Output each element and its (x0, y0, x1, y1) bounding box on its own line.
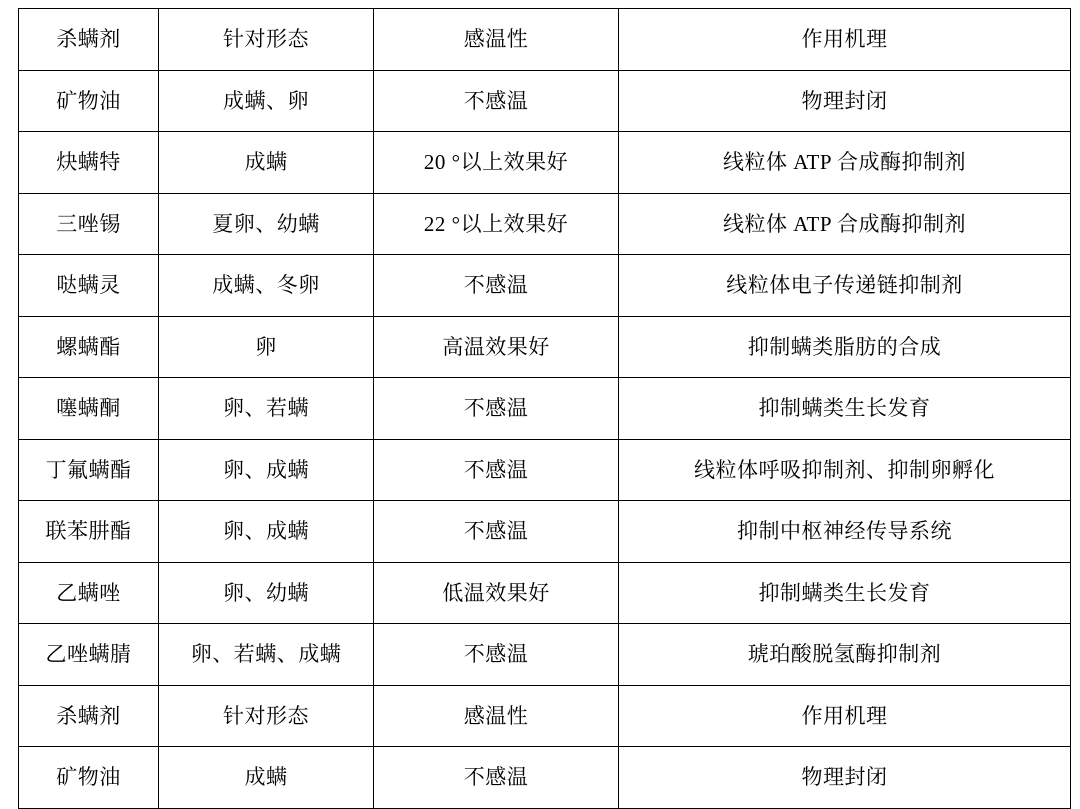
cell-mechanism: 线粒体呼吸抑制剂、抑制卵孵化 (619, 439, 1071, 501)
cell-mechanism: 抑制中枢神经传导系统 (619, 501, 1071, 563)
cell-mechanism: 线粒体 ATP 合成酶抑制剂 (619, 132, 1071, 194)
cell-target-stage: 卵 (159, 316, 374, 378)
cell-temperature-sensitivity: 22 °以上效果好 (374, 193, 619, 255)
cell-mechanism: 抑制螨类生长发育 (619, 378, 1071, 440)
table-row (19, 70, 1071, 132)
cell-temperature-sensitivity: 不感温 (374, 439, 619, 501)
cell-target-stage: 卵、若螨、成螨 (159, 624, 374, 686)
cell-mechanism: 作用机理 (619, 685, 1071, 747)
table-row (19, 624, 1071, 686)
cell-temperature-sensitivity: 20 °以上效果好 (374, 132, 619, 194)
table-row (19, 501, 1071, 563)
cell-target-stage: 卵、若螨 (159, 378, 374, 440)
cell-acaricide: 杀螨剂 (19, 685, 159, 747)
cell-mechanism: 抑制螨类脂肪的合成 (619, 316, 1071, 378)
cell-mechanism: 物理封闭 (619, 70, 1071, 132)
cell-acaricide: 丁氟螨酯 (19, 439, 159, 501)
cell-target-stage: 卵、成螨 (159, 501, 374, 563)
cell-acaricide: 炔螨特 (19, 132, 159, 194)
cell-target-stage: 针对形态 (159, 685, 374, 747)
cell-target-stage: 成螨、卵 (159, 70, 374, 132)
cell-temperature-sensitivity: 不感温 (374, 501, 619, 563)
cell-temperature-sensitivity: 高温效果好 (374, 316, 619, 378)
cell-mechanism: 琥珀酸脱氢酶抑制剂 (619, 624, 1071, 686)
cell-target-stage: 成螨、冬卵 (159, 255, 374, 317)
cell-target-stage: 成螨 (159, 747, 374, 809)
table-row (19, 9, 1071, 71)
table-row (19, 439, 1071, 501)
cell-temperature-sensitivity: 感温性 (374, 685, 619, 747)
cell-target-stage: 夏卵、幼螨 (159, 193, 374, 255)
cell-temperature-sensitivity: 不感温 (374, 378, 619, 440)
cell-acaricide: 噻螨酮 (19, 378, 159, 440)
table-row (19, 316, 1071, 378)
table-body (19, 9, 1071, 809)
cell-acaricide: 乙唑螨腈 (19, 624, 159, 686)
cell-mechanism: 物理封闭 (619, 747, 1071, 809)
table-row (19, 378, 1071, 440)
cell-acaricide: 矿物油 (19, 747, 159, 809)
table-row (19, 255, 1071, 317)
table-row (19, 193, 1071, 255)
cell-mechanism: 作用机理 (619, 9, 1071, 71)
cell-target-stage: 卵、幼螨 (159, 562, 374, 624)
cell-acaricide: 乙螨唑 (19, 562, 159, 624)
cell-target-stage: 卵、成螨 (159, 439, 374, 501)
cell-temperature-sensitivity: 不感温 (374, 255, 619, 317)
table-row (19, 562, 1071, 624)
cell-temperature-sensitivity: 不感温 (374, 747, 619, 809)
cell-temperature-sensitivity: 低温效果好 (374, 562, 619, 624)
acaricide-table (18, 8, 1071, 809)
cell-acaricide: 矿物油 (19, 70, 159, 132)
cell-target-stage: 针对形态 (159, 9, 374, 71)
table-row (19, 685, 1071, 747)
cell-target-stage: 成螨 (159, 132, 374, 194)
cell-temperature-sensitivity: 感温性 (374, 9, 619, 71)
table-row (19, 132, 1071, 194)
cell-acaricide: 哒螨灵 (19, 255, 159, 317)
cell-acaricide: 联苯肼酯 (19, 501, 159, 563)
cell-mechanism: 线粒体 ATP 合成酶抑制剂 (619, 193, 1071, 255)
cell-mechanism: 线粒体电子传递链抑制剂 (619, 255, 1071, 317)
cell-temperature-sensitivity: 不感温 (374, 70, 619, 132)
cell-acaricide: 螺螨酯 (19, 316, 159, 378)
cell-acaricide: 杀螨剂 (19, 9, 159, 71)
cell-acaricide: 三唑锡 (19, 193, 159, 255)
table-row (19, 747, 1071, 809)
cell-temperature-sensitivity: 不感温 (374, 624, 619, 686)
cell-mechanism: 抑制螨类生长发育 (619, 562, 1071, 624)
